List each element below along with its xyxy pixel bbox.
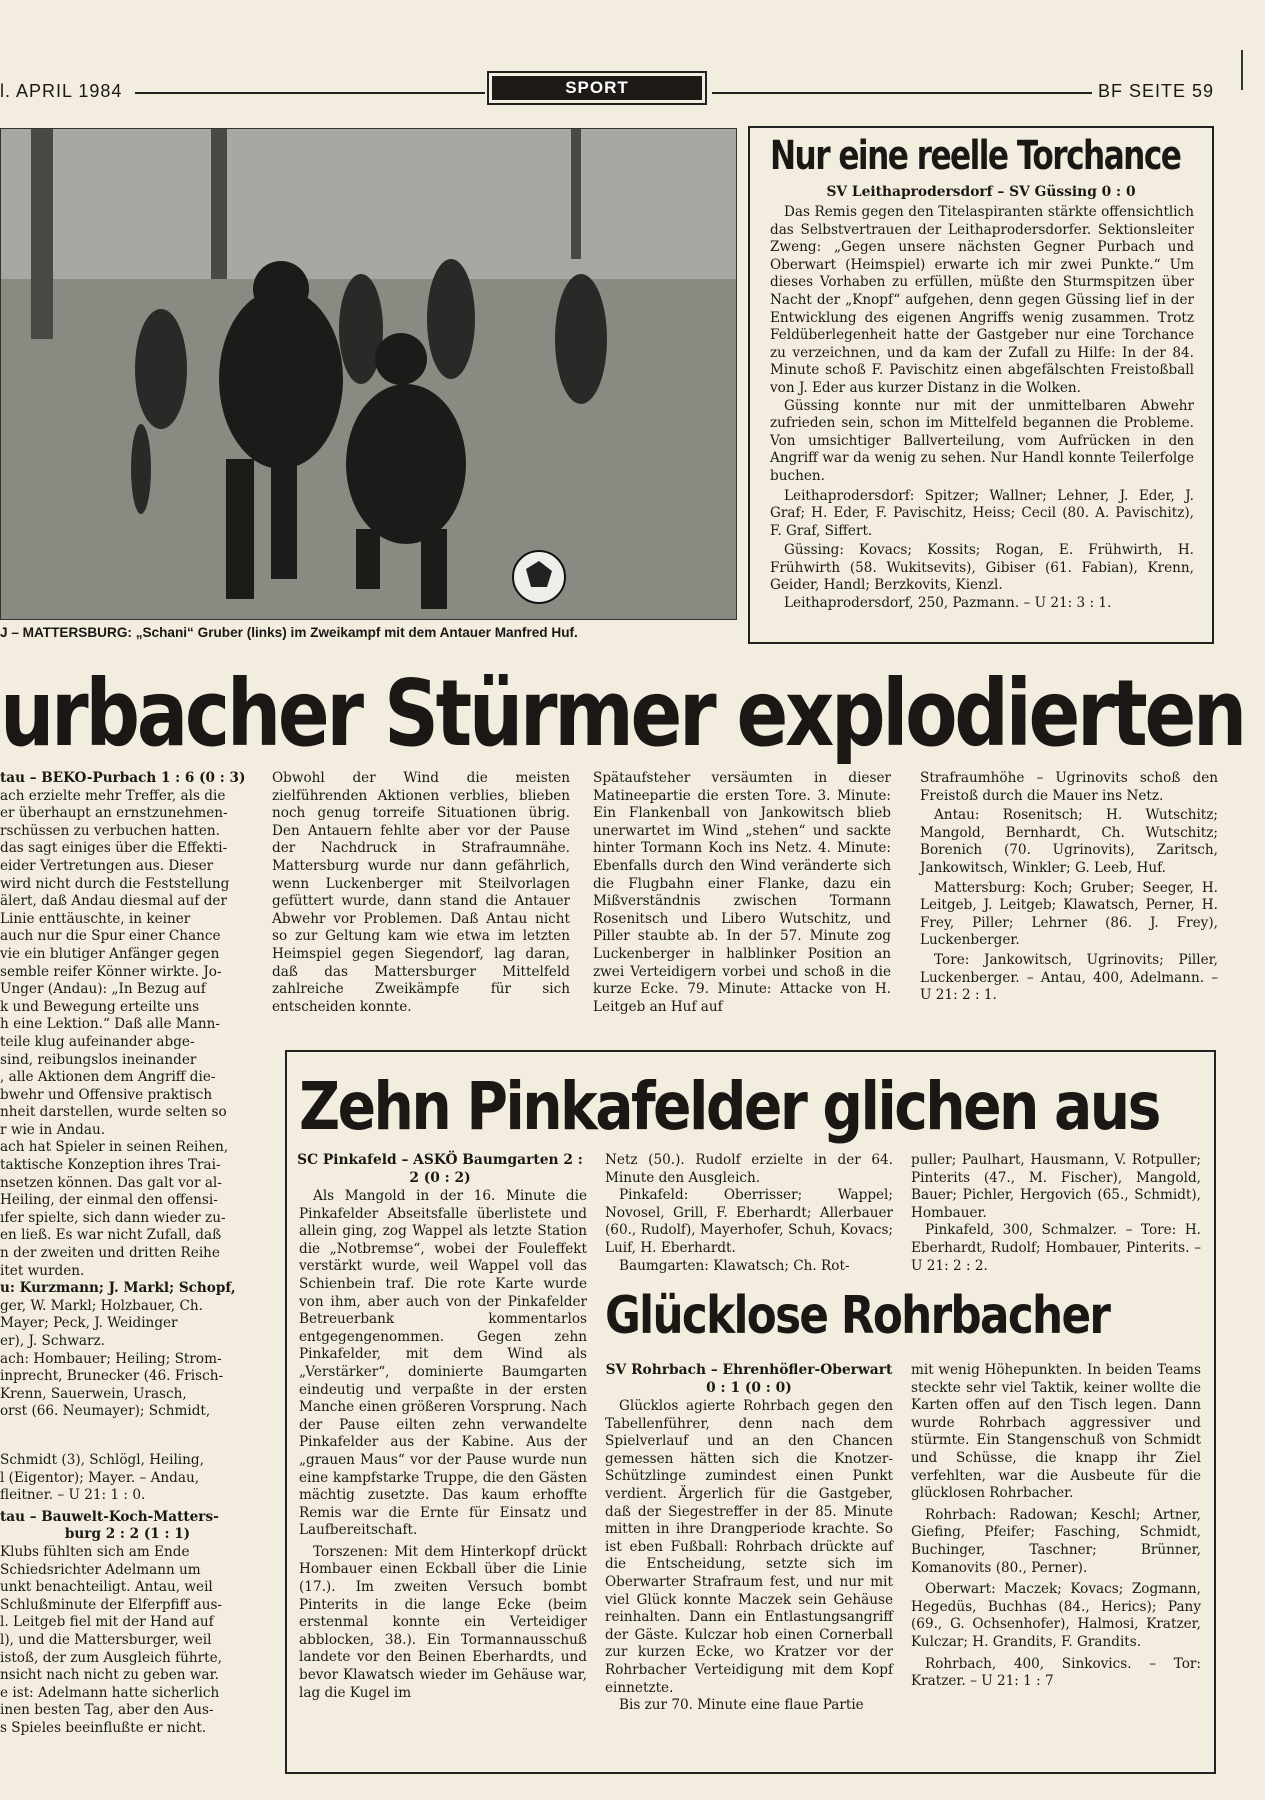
text-line: ach hat Spieler in seinen Reihen, — [0, 1139, 229, 1156]
headline-purbacher: urbacher Stürmer explodierten — [0, 660, 1244, 767]
text-line: en ließ. Es war nicht Zufall, daß — [0, 1227, 222, 1244]
text-line: Schmidt (3), Schlögl, Heiling, — [0, 1452, 204, 1468]
match-result: burg 2 : 2 (1 : 1) — [64, 1526, 191, 1543]
article-zehn-pinkafelder — [285, 1050, 1216, 1774]
text-line: nheit darstellen, wurde selten so — [0, 1104, 227, 1121]
lineup: Baumgarten: Klawatsch; Ch. Rot- — [619, 1257, 850, 1274]
text-line: , alle Aktionen dem Angriff die- — [0, 1069, 216, 1086]
text-line: e ist: Adelmann hatte sicherlich — [0, 1684, 220, 1701]
text-line: Krenn, Sauerwein, Urasch, — [0, 1385, 187, 1402]
text-line: inen besten Tag, aber den Aus- — [0, 1702, 214, 1719]
text-line: bwehr und Offensive praktisch — [0, 1086, 213, 1103]
lineup: Antau: Rosenitsch; H. Wutschitz; Mangold, Bernhardt, Ch. Wutschitz; Borenich (70. Ugrinovits), Zaritsch, Jankowitsch, Winkler; G. Leeb, Huf. — [920, 807, 1218, 876]
text-line: itet wurden. — [0, 1262, 85, 1279]
match-info: Leithaprodersdorf, 250, Pazmann. – U 21: 3 : 1. — [784, 595, 1112, 612]
text-line: s Spieles beeinflußte er nicht. — [0, 1719, 207, 1736]
article-nur-eine-reelle-torchance — [748, 126, 1214, 644]
left-lower-column — [0, 1452, 255, 1738]
match-result: SV Leithaprodersdorf – SV Güssing 0 : 0 — [826, 184, 1136, 200]
text-line: vie ein blutiger Anfänger gegen — [0, 945, 220, 962]
text-line: er), J. Schwarz. — [0, 1333, 105, 1349]
text-line: istoß, der zum Ausgleich führte, — [0, 1649, 222, 1666]
text-line: h eine Lektion.“ Daß alle Mann- — [0, 1016, 220, 1033]
article-body — [770, 204, 1194, 613]
paragraph: mit wenig Höhepunkten. In beiden Teams steckte sehr viel Taktik, keiner wollte die Karten offen auf den Tisch legen. Dann wurde Rohrbach aggressiver und stürmte. Ein Stangenschuß von Schmidt und Schüsse, die knapp ihr Ziel verfehlten, war die Ausbeute für die glücklosen Rohrbacher. — [911, 1362, 1201, 1502]
text-line: nsicht nach nicht zu geben war. — [0, 1667, 219, 1684]
lineup: Pinkafeld: Oberrisser; Wappel; Novosel, Grill, F. Eberhardt; Allerbauer (60., Rudolf), Mayerhofer, Schuh, Kovacs; Luif, H. Eberhardt. — [605, 1187, 893, 1256]
header-rule-left — [135, 92, 485, 94]
box2-col3 — [911, 1152, 1201, 1275]
text-line: älert, daß Andau diesmal auf der — [0, 893, 227, 910]
box2-col2 — [605, 1152, 893, 1275]
paragraph: Obwohl der Wind die meisten zielführenden Aktionen verblies, blieben noch genug torreife Situationen übrig. Den Antauern fehlte aber vor der Pause der Nachdruck in Strafraumnähe. Mattersburg wurde nur dann gefährlich, wenn Luckenberger mit Steilvorlagen gefüttert wurde, dann stand die Antauer Abwehr vor Problemen. Daß Antau nicht so zur Geltung kam wie etwa im letzten Heimspiel gegen Siegendorf, lag daran, daß das Mattersburger Mittelfeld zahlreiche Zweikämpfe für sich entscheiden konnte. — [272, 770, 570, 1015]
paragraph: Güssing konnte nur mit der unmittelbaren Abwehr zufrieden sein, schon im Mittelfeld begannen die Probleme. Von umsichtiger Ballverteilung, vom Aufrücken in den Angriff war da wenig zu sehen. Nur Handl konnte Teilerfolge buchen. — [770, 397, 1194, 484]
text-line: er überhaupt an ernstzunehmen- — [0, 805, 228, 822]
text-line: auch nur die Spur einer Chance — [0, 928, 221, 945]
text-line: eider Vertretungen aus. Dieser — [0, 857, 214, 874]
lineup: Oberwart: Maczek; Kovacs; Zogmann, Hegedüs, Buchhas (84., Herics); Pany (69., G. Ochsenhofer), Halmosi, Kratzer, Kulczar; H. Grandits, F. Grandits. — [911, 1581, 1201, 1650]
text-line: Mayer; Peck, J. Weidinger — [0, 1315, 178, 1332]
text-line: rschüssen zu verbuchen hatten. — [0, 822, 220, 839]
paragraph: Glücklos agierte Rohrbach gegen den Tabellenführer, denn nach dem Spielverlauf und an den Chancen gemessen hätten sich die Knotzer-Schützlinge zumindest einen Punkt verdient. Ärgerlich für die Gastgeber, daß der Siegestreffer in der 85. Minute mitten in ihre Drangperiode krachte. So ist eben Fußball: Rohrbach drückte auf die Entscheidung, setzte sich im Oberwarter Strafraum fest, und nur mit viel Glück konnte Maczek sein Gehäuse reinhalten. Dann ein Entlastungsangriff der Gäste. Kulczar hob einen Cornerball zur kurzen Ecke, wo Kratzer vor der Rohrbacher Verteidigung mit dem Kopf einnetzte. — [605, 1398, 893, 1696]
text-line: sind, reibungslos ineinander — [0, 1051, 197, 1068]
text-line: Heiling, der einmal den offensi- — [0, 1192, 218, 1209]
text-line: wird nicht durch die Feststellung — [0, 875, 230, 892]
paragraph: Bis zur 70. Minute eine flaue Partie — [619, 1697, 864, 1714]
football-players-image — [1, 129, 736, 619]
match-result: tau – BEKO-Purbach 1 : 6 (0 : 3) — [0, 770, 246, 786]
paragraph: Netz (50.). Rudolf erzielte in der 64. Minute den Ausgleich. — [605, 1152, 893, 1186]
text-line: k und Bewegung erteilte uns — [0, 998, 200, 1015]
text-line: Linie enttäuschte, in keiner — [0, 910, 191, 927]
match-info: Tore: Jankowitsch, Ugrinovits; Piller, Luckenberger. – Antau, 400, Adelmann. – U 21: 2 : 1. — [920, 951, 1218, 1004]
text-line: nsetzen können. Das galt vor al- — [0, 1174, 222, 1191]
text-line: Schlußminute der Elferpfiff aus- — [0, 1596, 223, 1613]
text-line: teile klug aufeinander abge- — [0, 1033, 195, 1050]
section-badge: SPORT — [492, 76, 702, 100]
text-line: l), und die Mattersburger, weil — [0, 1631, 212, 1648]
headline: Nur eine reelle Torchance — [770, 133, 1181, 179]
right-edge-mark — [1241, 50, 1243, 90]
lineup: puller; Paulhart, Hausmann, V. Rotpuller; Pinterits (47., M. Fischer), Mangold, Bauer; Pichler, Hergovich (65., Schmidt), Hombauer. — [911, 1152, 1201, 1221]
text-line: l. Leitgeb fiel mit der Hand auf — [0, 1614, 214, 1631]
text-line: u: Kurzmann; J. Markl; Schopf, — [0, 1280, 236, 1297]
match-photo — [0, 128, 737, 620]
text-line: semble reifer Könner wirkte. Jo- — [0, 963, 222, 980]
text-line: ıfer spielte, sich dann wieder zu- — [0, 1209, 226, 1226]
article2-col4 — [920, 770, 1218, 1005]
text-line: r wie in Andau. — [0, 1121, 106, 1138]
box2-col1 — [299, 1188, 587, 1702]
text-line: ach erzielte mehr Treffer, als die — [0, 787, 226, 804]
paragraph: Spätaufsteher versäumten in dieser Matineepartie die ersten Tore. 3. Minute: Ein Flankenball von Jankowitsch blieb unerwartet im Wind „stehen“ und sackte hinter Tormann Koch ins Netz. 4. Minute: Ebenfalls durch den Wind veränderte sich die Flugbahn einer Flanke, dazu ein Mißverständnis zwischen Tormann Rosenitsch und Libero Wutschitz, und Piller staubte ab. In der 57. Minute zog Luckenberger in halblinker Position an zwei Verteidigern vorbei und schoß in die kurze Ecke. 79. Minute: Attacke von H. Leitgeb an Huf auf — [593, 770, 891, 1015]
text-line: Klubs fühlten sich am Ende — [0, 1543, 190, 1560]
header-rule-right — [712, 92, 1092, 94]
headline: Zehn Pinkafelder glichen aus — [299, 1068, 1159, 1145]
issue-date: l. APRIL 1984 — [0, 81, 123, 101]
text-line: inprecht, Brunecker (46. Frisch- — [0, 1368, 224, 1385]
text-line: n der zweiten und dritten Reihe — [0, 1245, 220, 1262]
photo-caption: J – MATTERSBURG: „Schani“ Gruber (links) im Zweikampf mit dem Antauer Manfred Huf. — [0, 625, 578, 640]
article2-col1 — [0, 770, 250, 1421]
match-info: Pinkafeld, 300, Schmalzer. – Tore: H. Eberhardt, Rudolf; Hombauer, Pinterits. – U 21: 2 : 2. — [911, 1222, 1201, 1274]
article4-col1 — [605, 1398, 893, 1715]
text-line: fleitner. – U 21: 1 : 0. — [0, 1487, 146, 1504]
text-line: Schiedsrichter Adelmann um — [0, 1561, 201, 1578]
text-line: l (Eigentor); Mayer. – Andau, — [0, 1469, 200, 1486]
page-number: BF SEITE 59 — [1098, 81, 1215, 101]
text-line: ach: Hombauer; Heiling; Strom- — [0, 1350, 222, 1367]
paragraph: Torszenen: Mit dem Hinterkopf drückt Hombauer einen Eckball über die Linie (17.). Im zweiten Versuch bombt Pinterits in die lange Ecke (beim erstenmal konnte ein Verteidiger abblocken, 38.). Ein Tormannausschuß landete vor den Beinen Eberhardts, und bevor Klawatsch wieder im Gehäuse war, lag die Kugel im — [299, 1543, 587, 1701]
article2-col3 — [593, 770, 891, 1016]
match-info: Rohrbach, 400, Sinkovics. – Tor: Kratzer. – U 21: 1 : 7 — [911, 1655, 1201, 1690]
lineup: Leithaprodersdorf: Spitzer; Wallner; Lehner, J. Eder, J. Graf; H. Eder, F. Pavischitz, Heiss; Cecil (80. A. Pavischitz), F. Graf, Siffert. — [770, 487, 1194, 539]
text-line: taktische Konzeption ihres Trai- — [0, 1157, 221, 1174]
text-line: unkt benachteiligt. Antau, weil — [0, 1579, 213, 1596]
paragraph: Strafraumhöhe – Ugrinovits schoß den Freistoß durch die Mauer ins Netz. — [920, 770, 1218, 804]
paragraph: Als Mangold in der 16. Minute die Pinkafelder Abseitsfalle überlistete und allein ging, zog Wappel als letzte Station die „Notbremse“, wobei der Fouleffekt verstärkt wurde, weil Wappel voll das Schienbein traf. Die rote Karte wurde von ihm, aber auch von der Pinkafelder Betreuerbank kommentarlos entgegengenommen. Gegen zehn Pinkafelder, mit dem Wind als „Verstärker“, dominierte Baumgarten eindeutig und verpaßte in der ersten Manche einen größeren Vorsprung. Nach der Pause eilten zehn verwandelte Pinkafelder aus der Kabine. Aus der „grauen Maus“ vor der Pause wurde nun eine kampfstarke Truppe, die den Gästen mächtig zusetzte. Das kaum erhoffte Remis war die Ernte für Einsatz und Laufbereitschaft. — [299, 1188, 587, 1539]
match-result: tau – Bauwelt-Koch-Matters- — [0, 1508, 219, 1525]
text-line: ger, W. Markl; Holzbauer, Ch. — [0, 1297, 203, 1314]
text-line: Unger (Andau): „In Bezug auf — [0, 981, 206, 998]
article4-col2 — [911, 1362, 1201, 1691]
text-line: das sagt einiges über die Effekti- — [0, 840, 228, 857]
lineup: Güssing: Kovacs; Kossits; Rogan, E. Frühwirth, H. Frühwirth (58. Wukitsevits), Gibiser (61. Fabian), Krenn, Geider, Handl; Berzkovits, Kienzl. — [770, 542, 1194, 594]
paragraph: Das Remis gegen den Titelaspiranten stärkte offensichtlich das Selbstvertrauen der Leithaprodersdorfer. Sektionsleiter Zweng: „Gegen unsere nächsten Gegner Purbach und Oberwart (Heimspiel) erwarte ich mir zwei Punkte.“ Um dieses Vorhaben zu erfüllen, müßte den Sturmspitzen über Nacht der „Knopf“ aufgehen, denn gegen Güssing lief in der Entwicklung des eigenen Angriffs wenig zusammen. Trotz Feldüberlegenheit hatte der Gastgeber nur eine Torchance zu verzeichnen, und da kam der Zufall zu Hilfe: In der 84. Minute schoß F. Pavischitz einen abgefälschten Freistoßball von J. Eder aus kurzer Distanz in die Wolken. — [770, 204, 1194, 396]
match-result: SC Pinkafeld – ASKÖ Baumgarten 2 : 2 (0 : 2) — [297, 1152, 583, 1186]
match-result: SV Rohrbach – Ehrenhöfler-Oberwart 0 : 1 (0 : 0) — [605, 1362, 893, 1396]
article2-col2 — [272, 770, 570, 1016]
headline-gluecklose-rohrbacher: Glücklose Rohrbacher — [605, 1286, 1110, 1346]
text-line: orst (66. Neumayer); Schmidt, — [0, 1403, 211, 1420]
lineup: Rohrbach: Radowan; Keschl; Artner, Giefing, Pfeifer; Fasching, Schmidt, Buchinger, Taschner; Brünner, Komanovits (80., Perner). — [911, 1506, 1201, 1576]
lineup: Mattersburg: Koch; Gruber; Seeger, H. Leitgeb, J. Leitgeb; Klawatsch, Perner, H. Frey, Piller; Lehrner (86. J. Frey), Luckenberger. — [920, 879, 1218, 949]
